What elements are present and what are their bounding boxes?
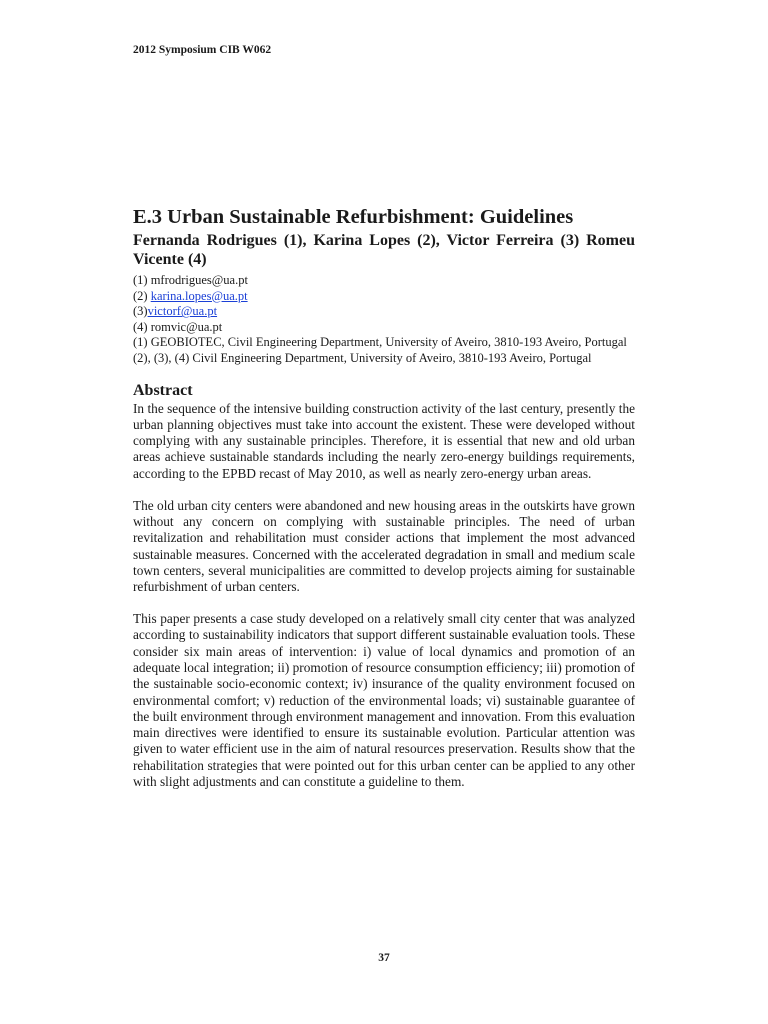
page-header: 2012 Symposium CIB W062 bbox=[133, 44, 272, 56]
author-list: Fernanda Rodrigues (1), Karina Lopes (2), Victor Ferreira (3) Romeu Vicente (4) bbox=[133, 232, 635, 268]
email-prefix: (2) bbox=[133, 288, 151, 303]
affiliation-1: (1) GEOBIOTEC, Civil Engineering Department, University of Aveiro, 3810-193 Aveiro, Portugal bbox=[133, 335, 627, 350]
paper-body bbox=[133, 205, 635, 806]
abstract-paragraph-1: In the sequence of the intensive building construction activity of the last century, presently the urban planning objectives must take into account the existent. These were developed without complying with any sustainable principles. Therefore, it is essential that new and old urban areas achieve sustainable standards including the nearly zero-energy buildings requirements, according to the EPBD recast of May 2010, as well as nearly zero-energy urban areas. bbox=[133, 400, 635, 481]
abstract-paragraph-3: This paper presents a case study developed on a relatively small city center that was analyzed according to sustainability indicators that support different sustainable evaluation tools. These consider six main areas of intervention: i) value of local dynamics and promotion of an adequate local integration; ii) promotion of resource consumption efficiency; iii) promotion of the sustainable socio-economic context; iv) insurance of the quality environment focused on environmental comfort; v) reduction of the environmental loads; vi) sustainable guarantee of the built environment through environment management and innovation. From this evaluation main directives were identified to ensure its sustainable evolution. Particular attention was given to water efficient use in the aim of natural resources preservation. Results show that the rehabilitation strategies that were pointed out for this urban center can be applied to any other with slight adjustments and can constitute a guideline to them. bbox=[133, 611, 635, 789]
affiliation-2: (2), (3), (4) Civil Engineering Department, University of Aveiro, 3810-193 Aveiro, Portugal bbox=[133, 350, 592, 365]
paper-title: E.3 Urban Sustainable Refurbishment: Guidelines bbox=[133, 206, 574, 228]
page-number: 37 bbox=[378, 952, 390, 964]
abstract-heading: Abstract bbox=[133, 381, 193, 399]
affiliation-block bbox=[133, 273, 635, 367]
email-line-1 bbox=[133, 273, 635, 289]
email-address: mfrodrigues@ua.pt bbox=[150, 273, 248, 287]
email-line-4 bbox=[133, 320, 635, 336]
email-line-3 bbox=[133, 304, 635, 320]
email-line-2 bbox=[133, 289, 635, 305]
email-address: romvic@ua.pt bbox=[150, 319, 223, 334]
abstract-paragraph-2: The old urban city centers were abandoned and new housing areas in the outskirts have grown without any concern on complying with sustainable principles. The need of urban revitalization and rehabilitation must consider actions that implement the most advanced sustainable measures. Concerned with the accelerated degradation in small and medium scale town centers, several municipalities are committed to develop projects aiming for sustainable refurbishment of urban centers. bbox=[133, 497, 635, 595]
email-prefix: (3) bbox=[133, 304, 148, 319]
email-prefix: (1) bbox=[133, 273, 151, 287]
email-prefix: (4) bbox=[133, 319, 151, 334]
email-link-victor[interactable]: victorf@ua.pt bbox=[147, 304, 218, 319]
email-link-karina[interactable]: karina.lopes@ua.pt bbox=[150, 288, 248, 303]
